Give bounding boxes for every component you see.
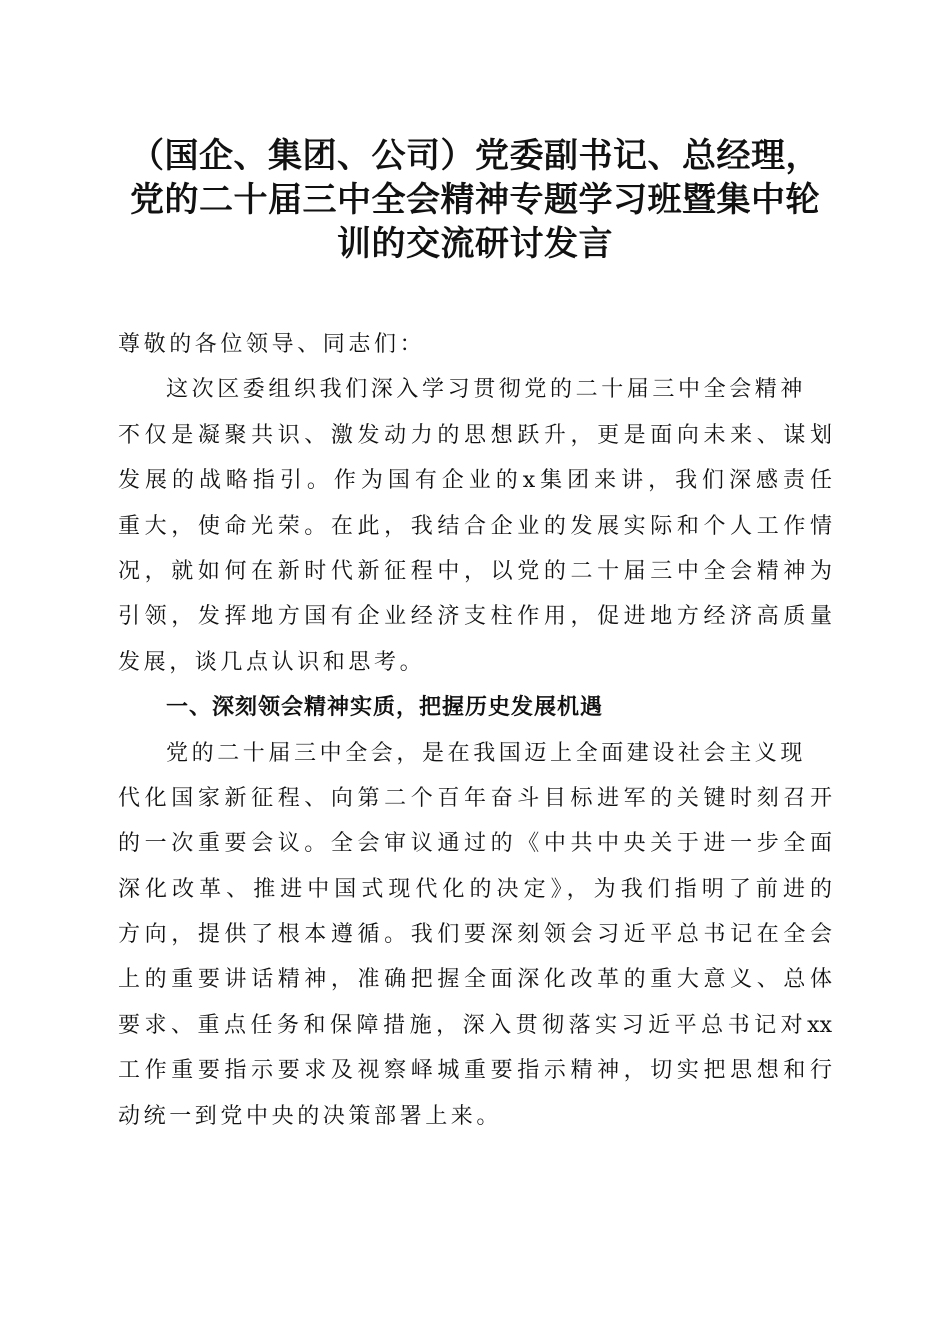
paragraph-line: 发展的战略指引。作为国有企业的x集团来讲，我们深感责任 bbox=[118, 468, 832, 494]
intro-paragraph bbox=[118, 367, 832, 685]
section-paragraph bbox=[118, 731, 832, 1140]
section-heading: 一、深刻领会精神实质，把握历史发展机遇 bbox=[166, 695, 604, 721]
paragraph-line: 不仅是凝聚共识、激发动力的思想跃升，更是面向未来、谋划 bbox=[118, 422, 832, 448]
paragraph-line: 引领，发挥地方国有企业经济支柱作用，促进地方经济高质量 bbox=[118, 604, 832, 630]
paragraph-line: 这次区委组织我们深入学习贯彻党的二十届三中全会精神 bbox=[166, 377, 807, 403]
title-line-2: 党的二十届三中全会精神专题学习班暨集中轮 bbox=[130, 180, 820, 220]
paragraph-line: 的一次重要会议。全会审议通过的《中共中央关于进一步全面 bbox=[118, 831, 832, 857]
paragraph-line: 深化改革、推进中国式现代化的决定》，为我们指明了前进的 bbox=[118, 876, 832, 902]
paragraph-line: 上的重要讲话精神，准确把握全面深化改革的重大意义、总体 bbox=[118, 967, 832, 993]
paragraph-line: 发展，谈几点认识和思考。 bbox=[118, 649, 426, 675]
title-line-1: （国企、集团、公司）党委副书记、总经理， bbox=[130, 136, 820, 176]
paragraph-line: 党的二十届三中全会，是在我国迈上全面建设社会主义现 bbox=[166, 740, 807, 766]
document-body bbox=[118, 322, 832, 1139]
paragraph-line: 方向，提供了根本遵循。我们要深刻领会习近平总书记在全会 bbox=[118, 922, 832, 948]
document-title bbox=[95, 134, 855, 266]
paragraph-line: 重大，使命光荣。在此，我结合企业的发展实际和个人工作情 bbox=[118, 513, 832, 539]
paragraph-line: 动统一到党中央的决策部署上来。 bbox=[118, 1103, 503, 1129]
paragraph-line: 代化国家新征程、向第二个百年奋斗目标进军的关键时刻召开 bbox=[118, 785, 832, 811]
paragraph-line: 况，就如何在新时代新征程中，以党的二十届三中全会精神为 bbox=[118, 558, 832, 584]
paragraph-line: 工作重要指示要求及视察峄城重要指示精神，切实把思想和行 bbox=[118, 1058, 832, 1084]
title-line-3: 训的交流研讨发言 bbox=[337, 224, 613, 264]
paragraph-line: 要求、重点任务和保障措施，深入贯彻落实习近平总书记对xx bbox=[118, 1012, 832, 1038]
salutation: 尊敬的各位领导、同志们： bbox=[118, 332, 426, 357]
